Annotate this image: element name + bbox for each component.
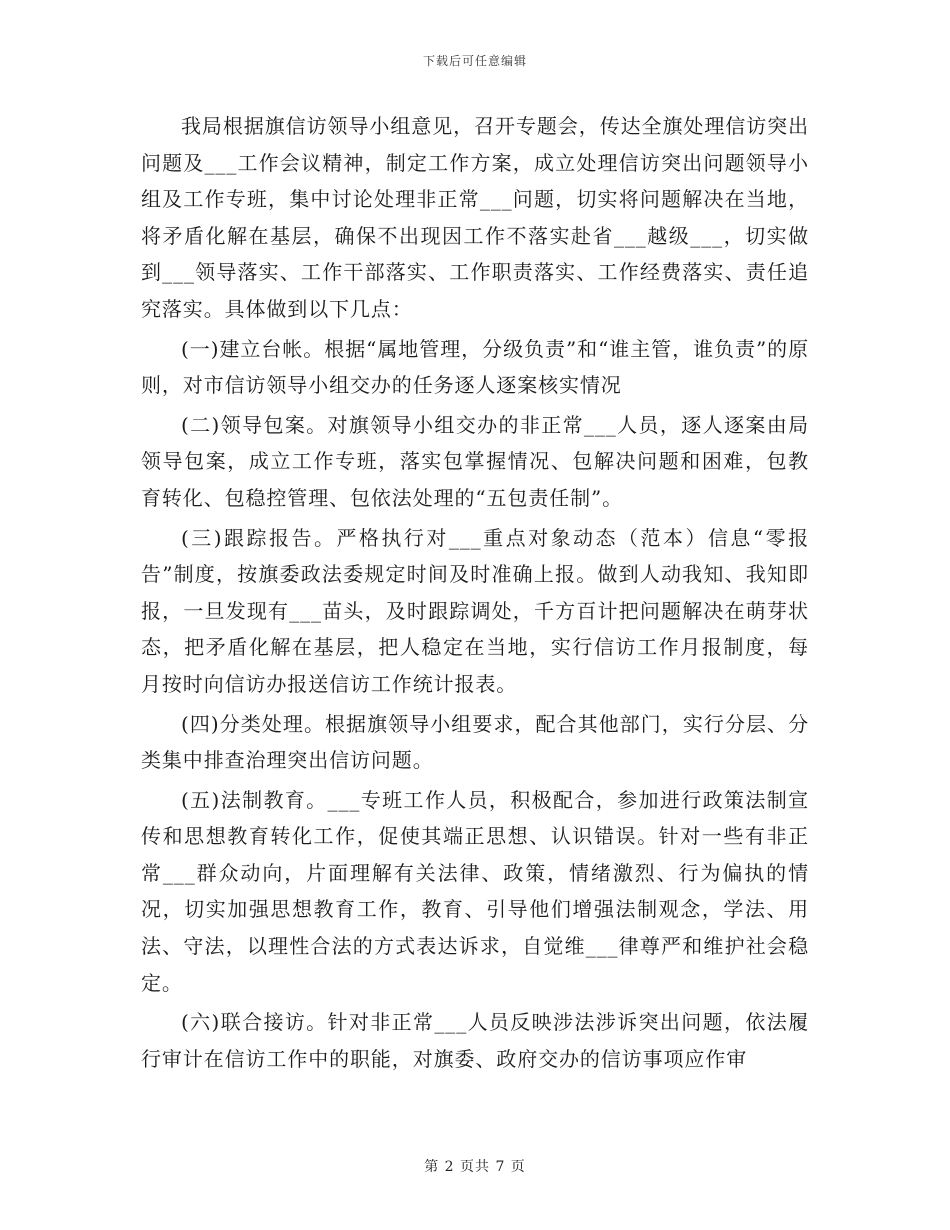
document-body: [141, 108, 809, 1077]
page-number: 第 2 页共 7 页: [424, 1159, 526, 1175]
paragraph-item-2: (二)领导包案。对旗领导小组交办的非正常___人员，逐人逐案由局领导包案，成立工作专班，落实包掌握情况、包解决问题和困难，包教育转化、包稳控管理、包依法处理的“五包责任制”。: [141, 412, 809, 510]
paragraph-item-3: (三)跟踪报告。严格执行对___重点对象动态（范本）信息“零报告”制度，按旗委政法委规定时间及时准确上报。做到人动我知、我知即报，一旦发现有___苗头，及时跟踪调处，千方百计把问题解决在萌芽状态，把矛盾化解在基层，把人稳定在当地，实行信访工作月报制度，每月按时向信访办报送信访工作统计报表。: [141, 525, 809, 696]
page-header: 下载后可任意编辑: [422, 54, 527, 68]
paragraph-item-1: (一)建立台帐。根据“属地管理，分级负责”和“谁主管，谁负责”的原则，对市信访领导小组交办的任务逐人逐案核实情况: [141, 336, 809, 398]
paragraph-item-6: (六)联合接访。针对非正常___人员反映涉法涉诉突出问题，依法履行审计在信访工作中的职能，对旗委、政府交办的信访事项应作审: [141, 1010, 809, 1071]
paragraph-intro: 我局根据旗信访领导小组意见，召开专题会，传达全旗处理信访突出问题及___工作会议精神，制定工作方案，成立处理信访突出问题领导小组及工作专班，集中讨论处理非正常___问题，切实将问题解决在当地，将矛盾化解在基层，确保不出现因工作不落实赴省___越级___，切实做到___领导落实、工作干部落实、工作职责落实、工作经费落实、责任追究落实。具体做到以下几点：: [141, 114, 809, 321]
paragraph-item-4: (四)分类处理。根据旗领导小组要求，配合其他部门，实行分层、分类集中排查治理突出信访问题。: [141, 711, 809, 773]
paragraph-item-5: (五)法制教育。___专班工作人员，积极配合，参加进行政策法制宣传和思想教育转化工作，促使其端正思想、认识错误。针对一些有非正常___群众动向，片面理解有关法律、政策，情绪激烈、行为偏执的情况，切实加强思想教育工作，教育、引导他们增强法制观念，学法、用法、守法，以理性合法的方式表达诉求，自觉维___律尊严和维护社会稳定。: [141, 787, 809, 995]
